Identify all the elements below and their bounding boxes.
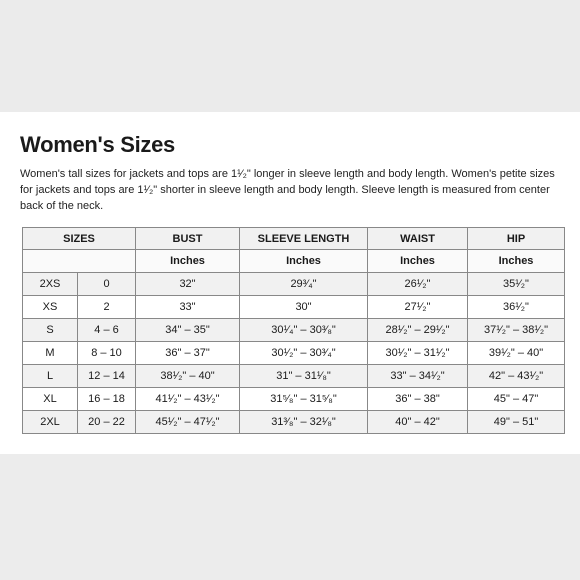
cell-sleeve-length: 31" – 31¹⁄₈" [240, 365, 368, 388]
cell-hip: 45" – 47" [468, 388, 565, 411]
units-row [23, 250, 565, 273]
size-description: Women's tall sizes for jackets and tops are 1¹⁄₂" longer in sleeve length and body length. Women's petite sizes for jackets and tops are 1¹⁄₂" shorter in sleeve length and body length. Sleeve length is measured from center back of the neck. [20, 168, 555, 212]
cell-hip: 37¹⁄₂" – 38¹⁄₂" [468, 319, 565, 342]
cell-size: 2XS [23, 273, 78, 296]
cell-hip: 36¹⁄₂" [468, 296, 565, 319]
cell-size: L [23, 365, 78, 388]
cell-bust: 41¹⁄₂" – 43¹⁄₂" [136, 388, 240, 411]
units-bust: Inches [136, 250, 240, 273]
cell-waist: 30¹⁄₂" – 31¹⁄₂" [368, 342, 468, 365]
table-row [23, 319, 565, 342]
cell-bust: 38¹⁄₂" – 40" [136, 365, 240, 388]
cell-bust: 34" – 35" [136, 319, 240, 342]
cell-waist: 27¹⁄₂" [368, 296, 468, 319]
cell-sleeve-length: 29³⁄₄" [240, 273, 368, 296]
units-blank [23, 250, 136, 273]
cell-numeric-size: 4 – 6 [78, 319, 136, 342]
cell-bust: 36" – 37" [136, 342, 240, 365]
table-row [23, 388, 565, 411]
header-waist: WAIST [368, 228, 468, 250]
cell-waist: 28¹⁄₂" – 29¹⁄₂" [368, 319, 468, 342]
cell-numeric-size: 0 [78, 273, 136, 296]
cell-sleeve-length: 30" [240, 296, 368, 319]
cell-numeric-size: 8 – 10 [78, 342, 136, 365]
header-hip: HIP [468, 228, 565, 250]
top-background [0, 0, 580, 112]
cell-size: 2XL [23, 411, 78, 434]
cell-hip: 42" – 43¹⁄₂" [468, 365, 565, 388]
table-row [23, 273, 565, 296]
cell-size: XL [23, 388, 78, 411]
cell-hip: 35¹⁄₂" [468, 273, 565, 296]
page-title: Women's Sizes [20, 132, 175, 157]
header-bust: BUST [136, 228, 240, 250]
units-sleeve: Inches [240, 250, 368, 273]
cell-bust: 32" [136, 273, 240, 296]
bottom-background [0, 454, 580, 580]
table-row [23, 296, 565, 319]
header-sleeve-length: SLEEVE LENGTH [240, 228, 368, 250]
header-row [23, 228, 565, 250]
cell-waist: 40" – 42" [368, 411, 468, 434]
cell-bust: 45¹⁄₂" – 47¹⁄₂" [136, 411, 240, 434]
cell-numeric-size: 20 – 22 [78, 411, 136, 434]
cell-hip: 49" – 51" [468, 411, 565, 434]
cell-waist: 36" – 38" [368, 388, 468, 411]
table-row [23, 365, 565, 388]
cell-numeric-size: 2 [78, 296, 136, 319]
cell-size: M [23, 342, 78, 365]
units-waist: Inches [368, 250, 468, 273]
cell-hip: 39¹⁄₂" – 40" [468, 342, 565, 365]
cell-sleeve-length: 30¹⁄₄" – 30³⁄₈" [240, 319, 368, 342]
header-sizes: SIZES [23, 228, 136, 250]
cell-numeric-size: 12 – 14 [78, 365, 136, 388]
cell-numeric-size: 16 – 18 [78, 388, 136, 411]
cell-waist: 26¹⁄₂" [368, 273, 468, 296]
cell-sleeve-length: 31³⁄₈" – 32¹⁄₈" [240, 411, 368, 434]
cell-sleeve-length: 30¹⁄₂" – 30³⁄₄" [240, 342, 368, 365]
cell-size: XS [23, 296, 78, 319]
cell-bust: 33" [136, 296, 240, 319]
cell-size: S [23, 319, 78, 342]
table-row [23, 342, 565, 365]
cell-waist: 33" – 34¹⁄₂" [368, 365, 468, 388]
cell-sleeve-length: 31⁵⁄₈" – 31⁵⁄₈" [240, 388, 368, 411]
units-hip: Inches [468, 250, 565, 273]
size-chart-card [0, 112, 580, 454]
size-table [22, 227, 565, 434]
table-row [23, 411, 565, 434]
